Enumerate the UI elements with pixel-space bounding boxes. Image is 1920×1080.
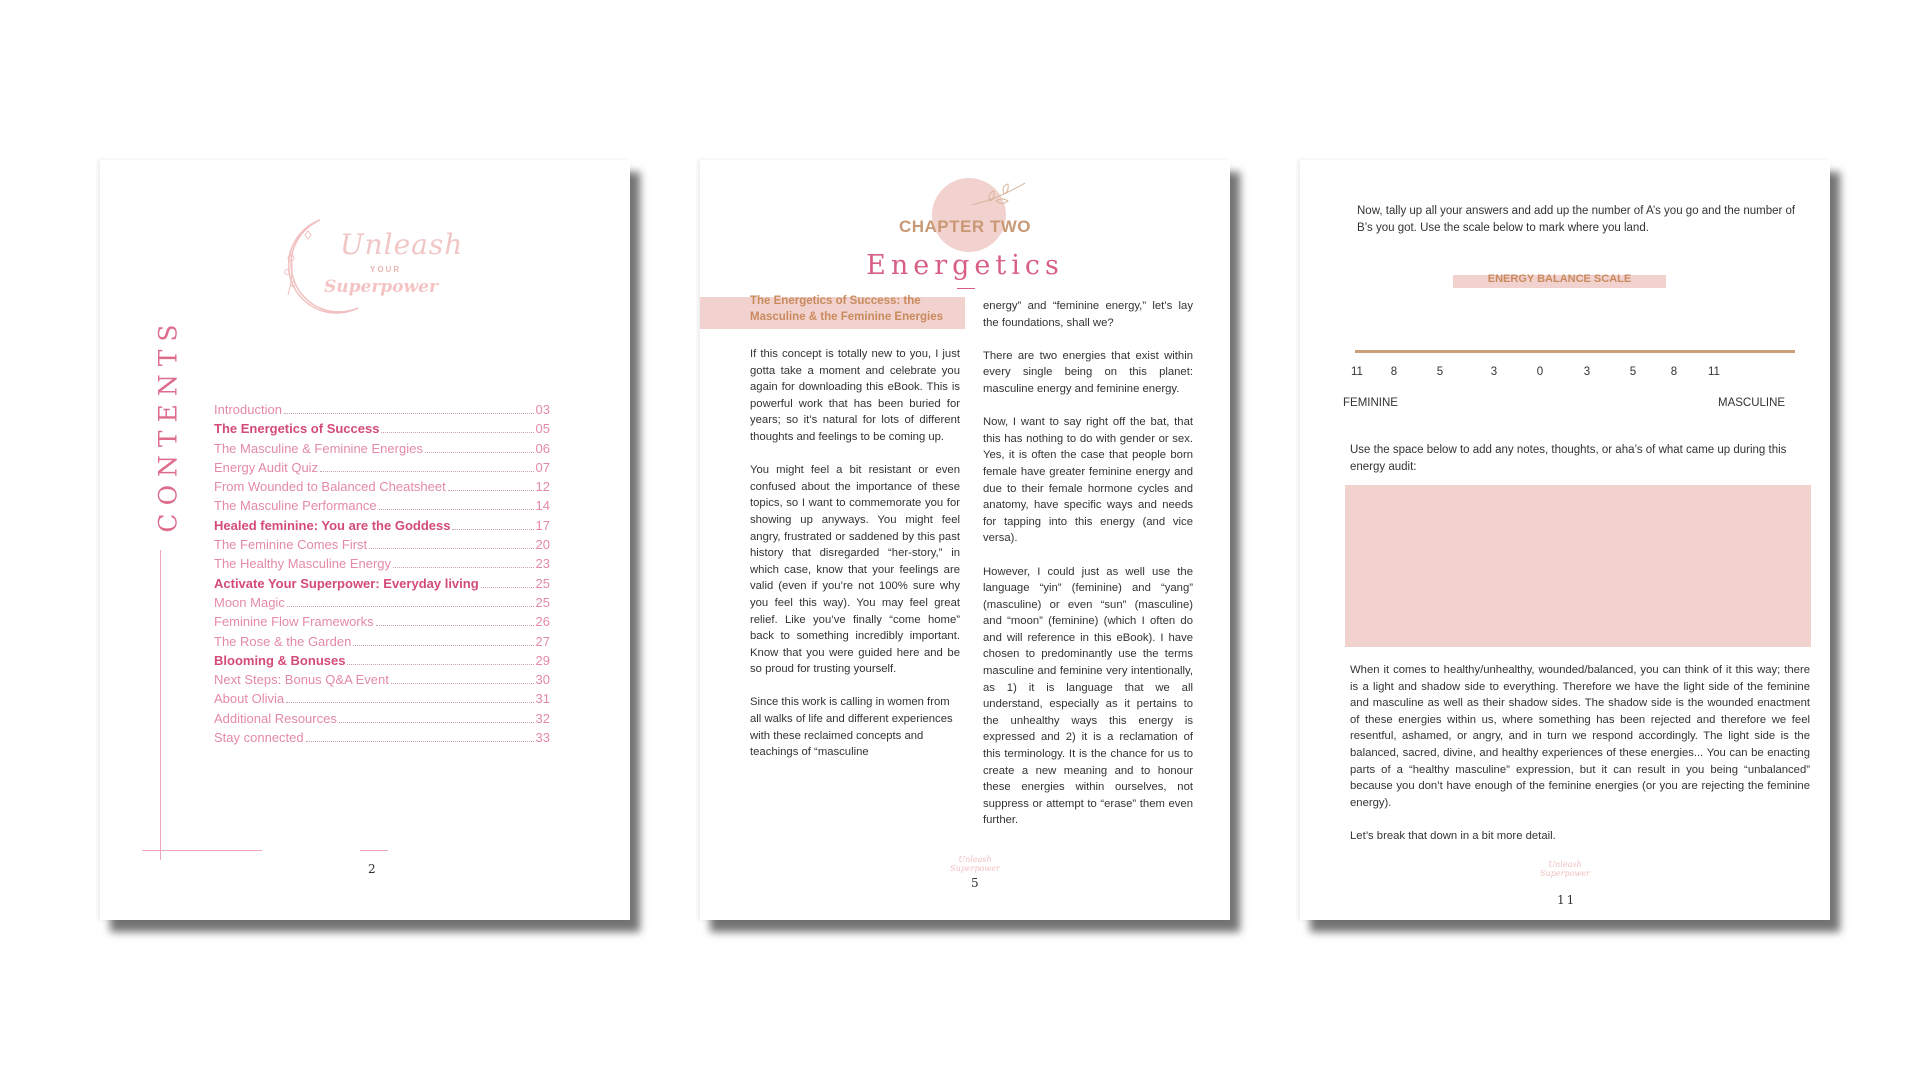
toc-entry[interactable] — [214, 441, 550, 460]
toc-entry[interactable] — [214, 711, 550, 730]
toc-leader-dots — [376, 625, 534, 626]
toc-leader-dots — [381, 432, 533, 433]
chapter-title: Energetics — [866, 250, 1064, 281]
toc-entry[interactable] — [214, 730, 550, 749]
toc-entry-page: 03 — [535, 402, 550, 417]
notes-prompt: Use the space below to add any notes, thoughts, or aha’s of what came up during this energy audit: — [1350, 444, 1787, 473]
footer-logo — [945, 855, 1005, 873]
scale-title: ENERGY BALANCE SCALE — [1487, 273, 1632, 285]
toc-entry[interactable] — [214, 556, 550, 575]
paragraph: There are two energies that exist within every single being on this planet: masculine energy and feminine energy. — [983, 349, 1193, 395]
toc-entry-page: 27 — [535, 633, 550, 649]
right-column-text — [983, 298, 1193, 846]
toc-entry[interactable] — [214, 479, 550, 498]
energy-scale-line[interactable] — [1355, 350, 1795, 353]
page-number: 11 — [1557, 893, 1577, 907]
paragraph: However, I could just as well use the language “yin” (feminine) and “yang” (masculine) or even “sun” (masculine) and “moon” (feminine) (which I often do and will reference in this eBook). I have chosen to predominantly use the terms masculine and feminine very intentionally, as 1) it is language that we all understand, especially as it pertains to the unhealthy ways this energy is expressed and 2) it is a reclamation of this terminology. It is the chance for us to create a new meaning and to honour these energies within ourselves, not suppress or attempt to “erase” them even further. — [983, 565, 1193, 827]
toc-entry-page: 25 — [535, 594, 550, 610]
footer-logo-line2: Superpower — [1540, 869, 1590, 878]
toc-entry-page: 17 — [535, 517, 550, 533]
paragraph: Let’s break that down in a bit more detail. — [1350, 829, 1556, 842]
leaf-branch-icon — [970, 180, 1030, 210]
toc-entry-title: Blooming & Bonuses — [214, 652, 346, 668]
toc-entry-title: Additional Resources — [214, 710, 337, 726]
toc-entry[interactable] — [214, 402, 550, 421]
toc-entry[interactable] — [214, 460, 550, 479]
scale-tick-label: 5 — [1629, 366, 1637, 378]
toc-leader-dots — [425, 452, 534, 453]
crescent-moon-icon — [260, 210, 460, 320]
toc-entry-page: 23 — [535, 556, 550, 572]
toc-entry-page: 29 — [535, 652, 550, 668]
toc-entry[interactable] — [214, 576, 550, 595]
toc-entry-title: About Olivia — [214, 691, 285, 707]
scale-tick-label: 8 — [1670, 366, 1678, 378]
toc-entry-title: From Wounded to Balanced Cheatsheet — [214, 479, 446, 495]
logo-word-superpower: Superpower — [324, 277, 438, 297]
paragraph: energy” and “feminine energy,” let’s lay the foundations, shall we? — [983, 300, 1193, 329]
toc-entry[interactable] — [214, 537, 550, 556]
page-number: 2 — [368, 862, 376, 876]
footer-logo — [1535, 860, 1595, 878]
toc-entry-page: 14 — [535, 498, 550, 514]
chapter-page — [700, 160, 1230, 920]
page-number-rule — [360, 850, 388, 851]
toc-entry-title: Introduction — [214, 402, 282, 417]
masculine-label: MASCULINE — [1718, 397, 1786, 409]
horizontal-divider — [142, 850, 262, 851]
page-number: 5 — [971, 876, 979, 890]
title-underline — [957, 288, 975, 289]
table-of-contents — [214, 402, 550, 749]
toc-entry-title: Feminine Flow Frameworks — [214, 614, 374, 630]
tally-instructions: Now, tally up all your answers and add up the number of A’s you go and the number of B’s you got. Use the scale below to mark where you land. — [1357, 205, 1796, 234]
body-text — [1350, 662, 1810, 861]
toc-entry-title: The Feminine Comes First — [214, 537, 368, 553]
feminine-label: FEMININE — [1343, 397, 1398, 409]
toc-entry[interactable] — [214, 595, 550, 614]
toc-entry[interactable] — [214, 691, 550, 710]
toc-leader-dots — [452, 529, 533, 530]
paragraph: You might feel a bit resistant or even confused about the importance of these topics, so I want to commemorate you for showing up anyways. You might feel angry, frustrated or saddened by this past history that disregarded “her-story,” in which case, know that your feelings are valid (even if you’re not 100% sure why you feel this way). You may feel great relief. Like you’ve finally “come home” back to something incredibly important. Know that you were guided here and be so proud for trusting yourself. — [750, 464, 960, 676]
toc-entry-page: 31 — [535, 691, 550, 707]
brand-logo — [260, 210, 464, 320]
scale-tick-label: 3 — [1583, 366, 1591, 378]
toc-entry-page: 12 — [535, 479, 550, 495]
toc-entry-page: 30 — [535, 672, 550, 688]
logo-word-your: YOUR — [370, 265, 402, 274]
toc-entry-page: 25 — [535, 575, 550, 591]
footer-logo-line2: Superpower — [950, 864, 1000, 873]
toc-entry[interactable] — [214, 421, 550, 440]
logo-word-unleash: Unleash — [340, 228, 464, 261]
toc-entry-title: The Masculine Performance — [214, 498, 377, 514]
toc-entry-page: 26 — [535, 614, 550, 630]
toc-entry-page: 33 — [535, 730, 550, 746]
toc-entry-page: 32 — [535, 710, 550, 726]
toc-entry-title: Moon Magic — [214, 594, 285, 610]
left-column-text — [750, 346, 960, 777]
toc-leader-dots — [353, 645, 533, 646]
scale-tick-label: 5 — [1436, 366, 1444, 378]
toc-entry[interactable] — [214, 614, 550, 633]
toc-entry-title: Energy Audit Quiz — [214, 459, 319, 475]
toc-leader-dots — [306, 741, 534, 742]
toc-entry-title: The Healthy Masculine Energy — [214, 556, 392, 572]
toc-leader-dots — [347, 664, 533, 665]
toc-leader-dots — [339, 722, 534, 723]
toc-entry[interactable] — [214, 498, 550, 517]
toc-leader-dots — [284, 413, 534, 414]
toc-entry-title: The Rose & the Garden — [214, 633, 352, 649]
toc-entry-page: 20 — [535, 537, 550, 553]
toc-entry-title: The Energetics of Success — [214, 421, 380, 437]
toc-leader-dots — [448, 490, 534, 491]
footer-logo-line1: Unleash — [958, 855, 992, 864]
vertical-divider — [160, 550, 161, 860]
toc-entry[interactable] — [214, 518, 550, 537]
notes-area[interactable] — [1345, 485, 1811, 647]
scale-page — [1300, 160, 1830, 920]
toc-leader-dots — [369, 548, 533, 549]
toc-entry-title: Activate Your Superpower: Everyday living — [214, 575, 479, 591]
section-title: The Energetics of Success: the Masculine & the Feminine Energies — [750, 295, 943, 323]
paragraph: If this concept is totally new to you, I just gotta take a moment and celebrate you again for downloading this eBook. This is powerful work that has been buried for years; so it’s natural for lots of different thoughts and feelings to be coming up. — [750, 348, 960, 443]
contents-page — [100, 160, 630, 920]
scale-tick-label: 8 — [1390, 366, 1398, 378]
toc-entry-title: Next Steps: Bonus Q&A Event — [214, 672, 389, 688]
paragraph: Now, I want to say right off the bat, that this has nothing to do with gender or sex. Yes, it is often the case that people born female have greater feminine energy and due to their female hormone cycles and anatomy, have specific ways and needs for tapping into this energy (and vice versa). — [983, 416, 1193, 545]
paragraph: When it comes to healthy/unhealthy, wounded/balanced, you can think of it this way; there is a light and shadow side to everything. Therefore we have the light side of the feminine and masculine as well as their shadow sides. The shadow side is the wounded enactment of these energies within us, where something has been rejected and therefore we feel resentful, ashamed, or angry, and in turn we respond accordingly. The light side is the balanced, sacred, divine, and healthy experiences of these energies... You can be enacting parts of a “healthy masculine” expression, but it can result in you being “unbalanced” because you don’t have enough of the feminine energies (or you are rejecting the feminine energy). — [1350, 664, 1810, 809]
toc-leader-dots — [391, 683, 534, 684]
scale-tick-label: 11 — [1708, 366, 1720, 378]
scale-tick-label: 11 — [1351, 366, 1363, 378]
toc-leader-dots — [481, 587, 534, 588]
paragraph: Since this work is calling in women from all walks of life and different experiences with these reclaimed concepts and teachings of “masculine — [750, 696, 953, 759]
toc-entry[interactable] — [214, 672, 550, 691]
toc-entry-title: Stay connected — [214, 730, 304, 746]
toc-entry-page: 06 — [535, 440, 550, 456]
toc-leader-dots — [287, 606, 534, 607]
scale-tick-label: 3 — [1490, 366, 1498, 378]
toc-entry-page: 07 — [535, 459, 550, 475]
toc-leader-dots — [393, 567, 534, 568]
toc-leader-dots — [320, 471, 533, 472]
contents-heading: CONTENTS — [153, 316, 183, 533]
toc-entry-page: 05 — [535, 421, 550, 437]
toc-entry[interactable] — [214, 653, 550, 672]
scale-tick-label: 0 — [1536, 366, 1544, 378]
footer-logo-line1: Unleash — [1548, 860, 1582, 869]
chapter-label: CHAPTER TWO — [898, 217, 1032, 236]
toc-entry[interactable] — [214, 634, 550, 653]
toc-leader-dots — [379, 509, 534, 510]
toc-entry-title: The Masculine & Feminine Energies — [214, 440, 423, 456]
toc-entry-title: Healed feminine: You are the Goddess — [214, 517, 451, 533]
toc-leader-dots — [286, 702, 533, 703]
